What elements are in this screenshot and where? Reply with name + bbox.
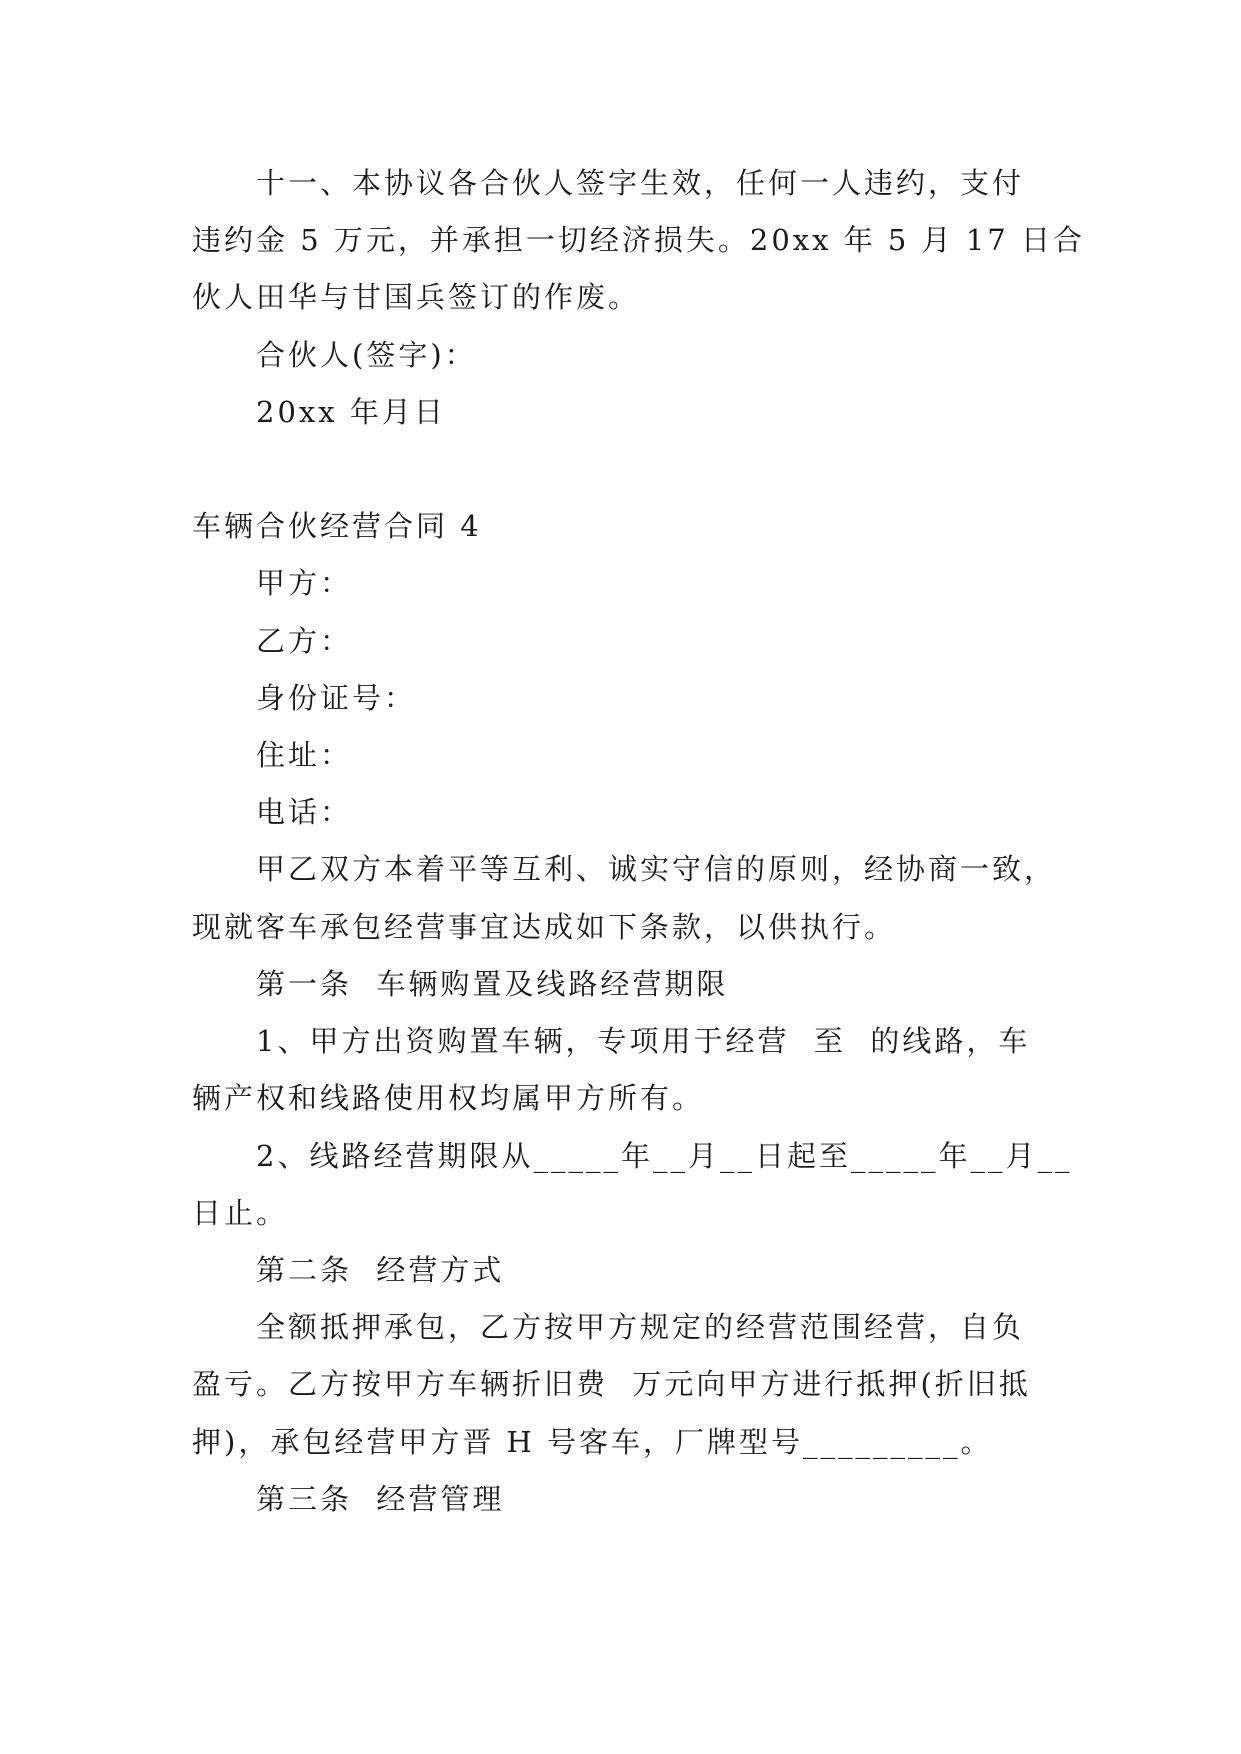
date-line: 20xx 年月日	[256, 395, 446, 429]
article-1-heading: 第一条 车辆购置及线路经营期限	[256, 967, 729, 1001]
phone-label: 电话：	[256, 795, 353, 829]
clause-11-line-2: 违约金 5 万元，并承担一切经济损失。20xx 年 5 月 17 日合	[192, 223, 1085, 257]
preamble-line-2: 现就客车承包经营事宜达成如下条款，以供执行。	[192, 910, 897, 944]
article-2-heading: 第二条 经营方式	[256, 1253, 505, 1287]
clause-11-line-3: 伙人田华与甘国兵签订的作废。	[192, 280, 641, 314]
article-1-item-2-line-2: 日止。	[192, 1196, 289, 1230]
clause-11-line-1: 十一、本协议各合伙人签字生效，任何一人违约，支付	[256, 166, 1025, 200]
party-a-label: 甲方：	[256, 566, 353, 600]
article-1-item-1-line-1: 1、甲方出资购置车辆，专项用于经营 至 的线路，车	[256, 1024, 1031, 1058]
article-1-item-2-line-1: 2、线路经营期限从_____年__月__日起至_____年__月__	[256, 1139, 1073, 1173]
article-2-line-1: 全额抵押承包，乙方按甲方规定的经营范围经营，自负	[256, 1310, 1025, 1344]
article-1-item-1-line-2: 辆产权和线路使用权均属甲方所有。	[192, 1081, 705, 1115]
address-label: 住址：	[256, 738, 353, 772]
article-2-line-2: 盈亏。乙方按甲方车辆折旧费 万元向甲方进行抵押(折旧抵	[192, 1367, 1031, 1401]
article-2-line-3: 押)，承包经营甲方晋 H 号客车，厂牌型号_________。	[192, 1425, 993, 1459]
partner-signature-label: 合伙人(签字)：	[256, 338, 477, 372]
article-3-heading: 第三条 经营管理	[256, 1482, 505, 1516]
contract-title: 车辆合伙经营合同 4	[192, 509, 482, 543]
party-b-label: 乙方：	[256, 624, 353, 658]
preamble-line-1: 甲乙双方本着平等互利、诚实守信的原则，经协商一致，	[256, 852, 1057, 886]
id-number-label: 身份证号：	[256, 681, 417, 715]
